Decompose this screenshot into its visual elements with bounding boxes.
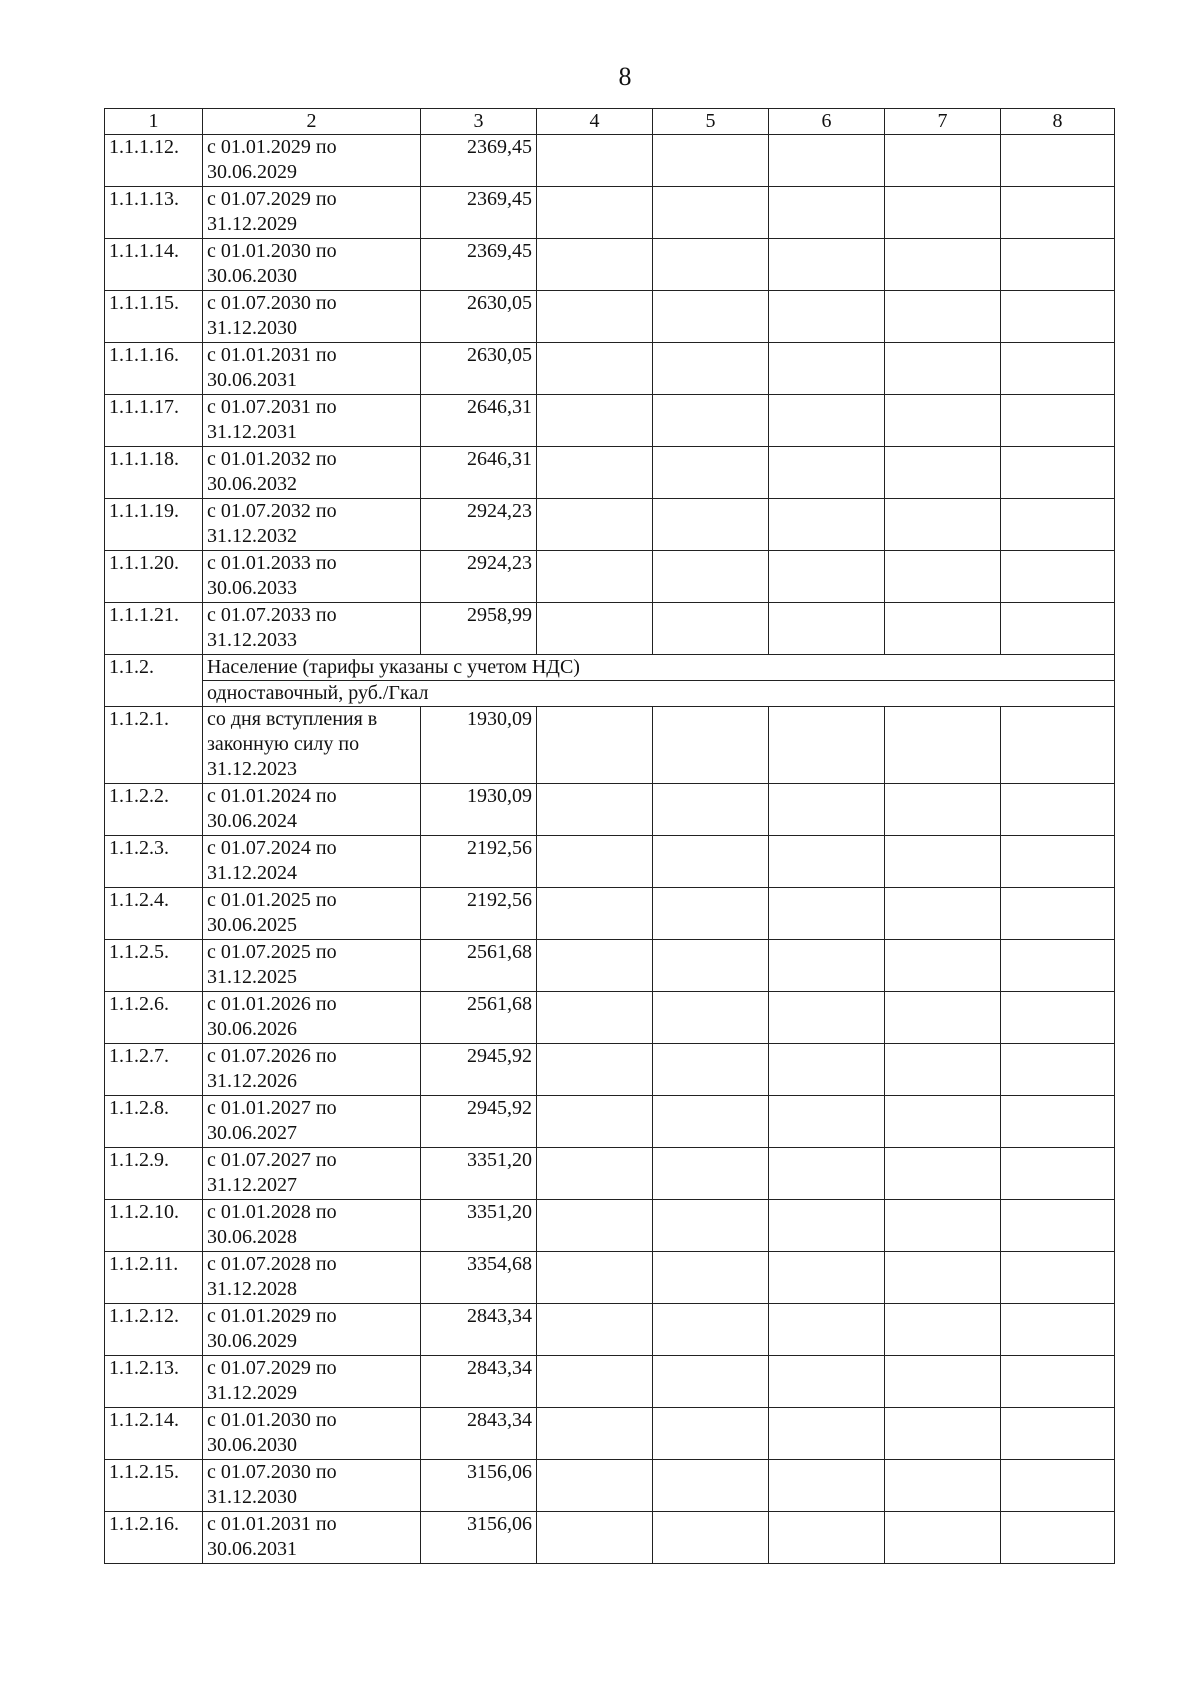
table-row (105, 1044, 1115, 1096)
empty-cell (537, 888, 653, 940)
empty-cell (537, 1460, 653, 1512)
empty-cell (885, 836, 1001, 888)
empty-cell (1001, 1252, 1115, 1304)
row-period: с 01.01.2030 по 30.06.2030 (203, 239, 421, 291)
table-row (105, 1512, 1115, 1564)
row-number: 1.1.2.16. (105, 1512, 203, 1564)
row-period: с 01.01.2031 по 30.06.2031 (203, 343, 421, 395)
row-period: с 01.07.2029 по 31.12.2029 (203, 187, 421, 239)
table-row (105, 836, 1115, 888)
empty-cell (653, 1460, 769, 1512)
row-number: 1.1.2.5. (105, 940, 203, 992)
row-number: 1.1.1.21. (105, 603, 203, 655)
empty-cell (537, 1356, 653, 1408)
row-number: 1.1.2.14. (105, 1408, 203, 1460)
empty-cell (885, 1252, 1001, 1304)
table-row (105, 551, 1115, 603)
section-subtitle: одноставочный, руб./Гкал (203, 681, 1115, 707)
row-period: с 01.07.2024 по 31.12.2024 (203, 836, 421, 888)
empty-cell (653, 784, 769, 836)
empty-cell (1001, 888, 1115, 940)
empty-cell (653, 888, 769, 940)
row-period: с 01.07.2033 по 31.12.2033 (203, 603, 421, 655)
empty-cell (769, 836, 885, 888)
row-number: 1.1.2.3. (105, 836, 203, 888)
empty-cell (769, 1356, 885, 1408)
empty-cell (769, 1148, 885, 1200)
column-header-3: 3 (421, 109, 537, 135)
table-row (105, 1304, 1115, 1356)
empty-cell (537, 187, 653, 239)
empty-cell (1001, 291, 1115, 343)
row-tariff-value: 2630,05 (421, 343, 537, 395)
table-row (105, 707, 1115, 784)
empty-cell (537, 447, 653, 499)
page-number: 8 (618, 62, 632, 91)
row-tariff-value: 3156,06 (421, 1460, 537, 1512)
empty-cell (885, 1200, 1001, 1252)
table-row (105, 447, 1115, 499)
table-row (105, 1096, 1115, 1148)
empty-cell (653, 992, 769, 1044)
row-period: с 01.01.2025 по 30.06.2025 (203, 888, 421, 940)
row-period: с 01.01.2033 по 30.06.2033 (203, 551, 421, 603)
empty-cell (885, 135, 1001, 187)
table-row (105, 343, 1115, 395)
row-period: с 01.07.2030 по 31.12.2030 (203, 1460, 421, 1512)
empty-cell (769, 888, 885, 940)
empty-cell (1001, 447, 1115, 499)
row-number: 1.1.1.12. (105, 135, 203, 187)
empty-cell (769, 1200, 885, 1252)
row-period: с 01.01.2024 по 30.06.2024 (203, 784, 421, 836)
empty-cell (769, 1252, 885, 1304)
table-row (105, 1148, 1115, 1200)
row-number: 1.1.1.19. (105, 499, 203, 551)
row-period: с 01.07.2027 по 31.12.2027 (203, 1148, 421, 1200)
empty-cell (1001, 343, 1115, 395)
section-row (105, 655, 1115, 681)
empty-cell (769, 187, 885, 239)
row-tariff-value: 2561,68 (421, 940, 537, 992)
empty-cell (885, 1408, 1001, 1460)
empty-cell (769, 1044, 885, 1096)
table-row (105, 603, 1115, 655)
empty-cell (1001, 1148, 1115, 1200)
empty-cell (537, 135, 653, 187)
empty-cell (769, 343, 885, 395)
row-tariff-value: 2192,56 (421, 888, 537, 940)
table-row (105, 784, 1115, 836)
empty-cell (653, 707, 769, 784)
empty-cell (537, 707, 653, 784)
empty-cell (885, 239, 1001, 291)
empty-cell (1001, 1512, 1115, 1564)
empty-cell (1001, 784, 1115, 836)
row-number: 1.1.2.9. (105, 1148, 203, 1200)
row-number: 1.1.1.14. (105, 239, 203, 291)
section-number: 1.1.2. (105, 655, 203, 707)
empty-cell (537, 836, 653, 888)
row-period: с 01.01.2026 по 30.06.2026 (203, 992, 421, 1044)
empty-cell (885, 1512, 1001, 1564)
row-tariff-value: 2646,31 (421, 447, 537, 499)
empty-cell (885, 1356, 1001, 1408)
row-tariff-value: 2843,34 (421, 1408, 537, 1460)
column-header-1: 1 (105, 109, 203, 135)
empty-cell (769, 395, 885, 447)
table-body (105, 135, 1115, 1564)
empty-cell (1001, 187, 1115, 239)
empty-cell (537, 784, 653, 836)
empty-cell (537, 1200, 653, 1252)
empty-cell (1001, 1200, 1115, 1252)
table-row (105, 499, 1115, 551)
row-number: 1.1.2.10. (105, 1200, 203, 1252)
empty-cell (653, 940, 769, 992)
row-tariff-value: 2945,92 (421, 1096, 537, 1148)
empty-cell (885, 395, 1001, 447)
empty-cell (1001, 1408, 1115, 1460)
row-number: 1.1.1.18. (105, 447, 203, 499)
empty-cell (885, 888, 1001, 940)
empty-cell (885, 187, 1001, 239)
empty-cell (653, 239, 769, 291)
empty-cell (885, 1460, 1001, 1512)
section-title: Население (тарифы указаны с учетом НДС) (203, 655, 1115, 681)
table-row (105, 1408, 1115, 1460)
row-tariff-value: 3156,06 (421, 1512, 537, 1564)
empty-cell (653, 343, 769, 395)
row-period: с 01.07.2029 по 31.12.2029 (203, 1356, 421, 1408)
empty-cell (537, 940, 653, 992)
row-number: 1.1.2.6. (105, 992, 203, 1044)
row-tariff-value: 3354,68 (421, 1252, 537, 1304)
empty-cell (537, 395, 653, 447)
empty-cell (653, 1304, 769, 1356)
row-period: со дня вступления в законную силу по 31.12.2023 (203, 707, 421, 784)
column-header-4: 4 (537, 109, 653, 135)
tariff-table (104, 108, 1115, 1564)
empty-cell (769, 707, 885, 784)
empty-cell (885, 551, 1001, 603)
empty-cell (1001, 395, 1115, 447)
table-row (105, 239, 1115, 291)
empty-cell (653, 291, 769, 343)
section-subtitle-row (105, 681, 1115, 707)
empty-cell (653, 1252, 769, 1304)
table-row (105, 1356, 1115, 1408)
row-tariff-value: 2843,34 (421, 1356, 537, 1408)
row-number: 1.1.1.16. (105, 343, 203, 395)
empty-cell (769, 551, 885, 603)
empty-cell (537, 1512, 653, 1564)
table-row (105, 291, 1115, 343)
row-period: с 01.07.2030 по 31.12.2030 (203, 291, 421, 343)
empty-cell (769, 1304, 885, 1356)
empty-cell (653, 1200, 769, 1252)
row-period: с 01.07.2031 по 31.12.2031 (203, 395, 421, 447)
row-number: 1.1.2.1. (105, 707, 203, 784)
empty-cell (537, 551, 653, 603)
row-tariff-value: 2369,45 (421, 187, 537, 239)
empty-cell (653, 447, 769, 499)
empty-cell (653, 603, 769, 655)
table-row (105, 992, 1115, 1044)
row-period: с 01.07.2028 по 31.12.2028 (203, 1252, 421, 1304)
empty-cell (537, 343, 653, 395)
row-number: 1.1.2.15. (105, 1460, 203, 1512)
empty-cell (537, 1044, 653, 1096)
empty-cell (653, 187, 769, 239)
row-tariff-value: 3351,20 (421, 1148, 537, 1200)
empty-cell (1001, 135, 1115, 187)
empty-cell (653, 1044, 769, 1096)
row-period: с 01.01.2029 по 30.06.2029 (203, 1304, 421, 1356)
table-row (105, 187, 1115, 239)
empty-cell (769, 1408, 885, 1460)
row-tariff-value: 2945,92 (421, 1044, 537, 1096)
row-period: с 01.01.2028 по 30.06.2028 (203, 1200, 421, 1252)
row-tariff-value: 2924,23 (421, 499, 537, 551)
row-tariff-value: 2561,68 (421, 992, 537, 1044)
empty-cell (885, 447, 1001, 499)
empty-cell (653, 1096, 769, 1148)
empty-cell (1001, 1460, 1115, 1512)
empty-cell (769, 603, 885, 655)
column-header-8: 8 (1001, 109, 1115, 135)
empty-cell (769, 239, 885, 291)
empty-cell (537, 1096, 653, 1148)
table-row (105, 1200, 1115, 1252)
empty-cell (885, 499, 1001, 551)
empty-cell (769, 499, 885, 551)
row-tariff-value: 2369,45 (421, 239, 537, 291)
empty-cell (885, 343, 1001, 395)
empty-cell (653, 499, 769, 551)
row-number: 1.1.1.17. (105, 395, 203, 447)
empty-cell (537, 1252, 653, 1304)
empty-cell (769, 784, 885, 836)
empty-cell (537, 239, 653, 291)
empty-cell (537, 1304, 653, 1356)
row-tariff-value: 2192,56 (421, 836, 537, 888)
column-header-2: 2 (203, 109, 421, 135)
row-tariff-value: 2958,99 (421, 603, 537, 655)
empty-cell (653, 1356, 769, 1408)
table-row (105, 1252, 1115, 1304)
empty-cell (1001, 1304, 1115, 1356)
empty-cell (537, 603, 653, 655)
empty-cell (537, 992, 653, 1044)
empty-cell (1001, 707, 1115, 784)
column-header-7: 7 (885, 109, 1001, 135)
empty-cell (653, 395, 769, 447)
empty-cell (885, 992, 1001, 1044)
empty-cell (885, 1044, 1001, 1096)
row-number: 1.1.2.2. (105, 784, 203, 836)
empty-cell (769, 992, 885, 1044)
row-number: 1.1.2.12. (105, 1304, 203, 1356)
row-tariff-value: 2630,05 (421, 291, 537, 343)
row-number: 1.1.1.15. (105, 291, 203, 343)
table-row (105, 135, 1115, 187)
empty-cell (653, 1148, 769, 1200)
empty-cell (1001, 499, 1115, 551)
row-period: с 01.01.2031 по 30.06.2031 (203, 1512, 421, 1564)
empty-cell (537, 1408, 653, 1460)
row-period: с 01.07.2032 по 31.12.2032 (203, 499, 421, 551)
row-period: с 01.07.2026 по 31.12.2026 (203, 1044, 421, 1096)
empty-cell (653, 1408, 769, 1460)
empty-cell (1001, 603, 1115, 655)
row-period: с 01.01.2029 по 30.06.2029 (203, 135, 421, 187)
empty-cell (653, 836, 769, 888)
empty-cell (1001, 940, 1115, 992)
table-row (105, 1460, 1115, 1512)
empty-cell (1001, 551, 1115, 603)
empty-cell (885, 784, 1001, 836)
table-row (105, 395, 1115, 447)
empty-cell (1001, 239, 1115, 291)
row-period: с 01.07.2025 по 31.12.2025 (203, 940, 421, 992)
row-number: 1.1.2.8. (105, 1096, 203, 1148)
row-number: 1.1.2.7. (105, 1044, 203, 1096)
empty-cell (885, 707, 1001, 784)
empty-cell (769, 135, 885, 187)
row-tariff-value: 2843,34 (421, 1304, 537, 1356)
row-tariff-value: 2924,23 (421, 551, 537, 603)
empty-cell (1001, 836, 1115, 888)
empty-cell (537, 291, 653, 343)
row-period: с 01.01.2030 по 30.06.2030 (203, 1408, 421, 1460)
empty-cell (1001, 1096, 1115, 1148)
row-tariff-value: 3351,20 (421, 1200, 537, 1252)
column-header-6: 6 (769, 109, 885, 135)
empty-cell (769, 291, 885, 343)
row-number: 1.1.2.11. (105, 1252, 203, 1304)
empty-cell (653, 135, 769, 187)
row-number: 1.1.2.4. (105, 888, 203, 940)
column-header-5: 5 (653, 109, 769, 135)
empty-cell (885, 603, 1001, 655)
table-row (105, 888, 1115, 940)
empty-cell (1001, 992, 1115, 1044)
empty-cell (885, 291, 1001, 343)
row-tariff-value: 2646,31 (421, 395, 537, 447)
empty-cell (1001, 1044, 1115, 1096)
table-row (105, 940, 1115, 992)
empty-cell (769, 1460, 885, 1512)
empty-cell (885, 1148, 1001, 1200)
row-number: 1.1.1.13. (105, 187, 203, 239)
empty-cell (1001, 1356, 1115, 1408)
row-tariff-value: 1930,09 (421, 784, 537, 836)
empty-cell (653, 551, 769, 603)
row-number: 1.1.2.13. (105, 1356, 203, 1408)
empty-cell (769, 447, 885, 499)
empty-cell (769, 1096, 885, 1148)
row-tariff-value: 1930,09 (421, 707, 537, 784)
table-header (105, 109, 1115, 135)
row-tariff-value: 2369,45 (421, 135, 537, 187)
empty-cell (769, 940, 885, 992)
empty-cell (885, 940, 1001, 992)
row-number: 1.1.1.20. (105, 551, 203, 603)
empty-cell (537, 499, 653, 551)
empty-cell (885, 1096, 1001, 1148)
empty-cell (885, 1304, 1001, 1356)
empty-cell (653, 1512, 769, 1564)
row-period: с 01.01.2032 по 30.06.2032 (203, 447, 421, 499)
empty-cell (537, 1148, 653, 1200)
row-period: с 01.01.2027 по 30.06.2027 (203, 1096, 421, 1148)
empty-cell (769, 1512, 885, 1564)
